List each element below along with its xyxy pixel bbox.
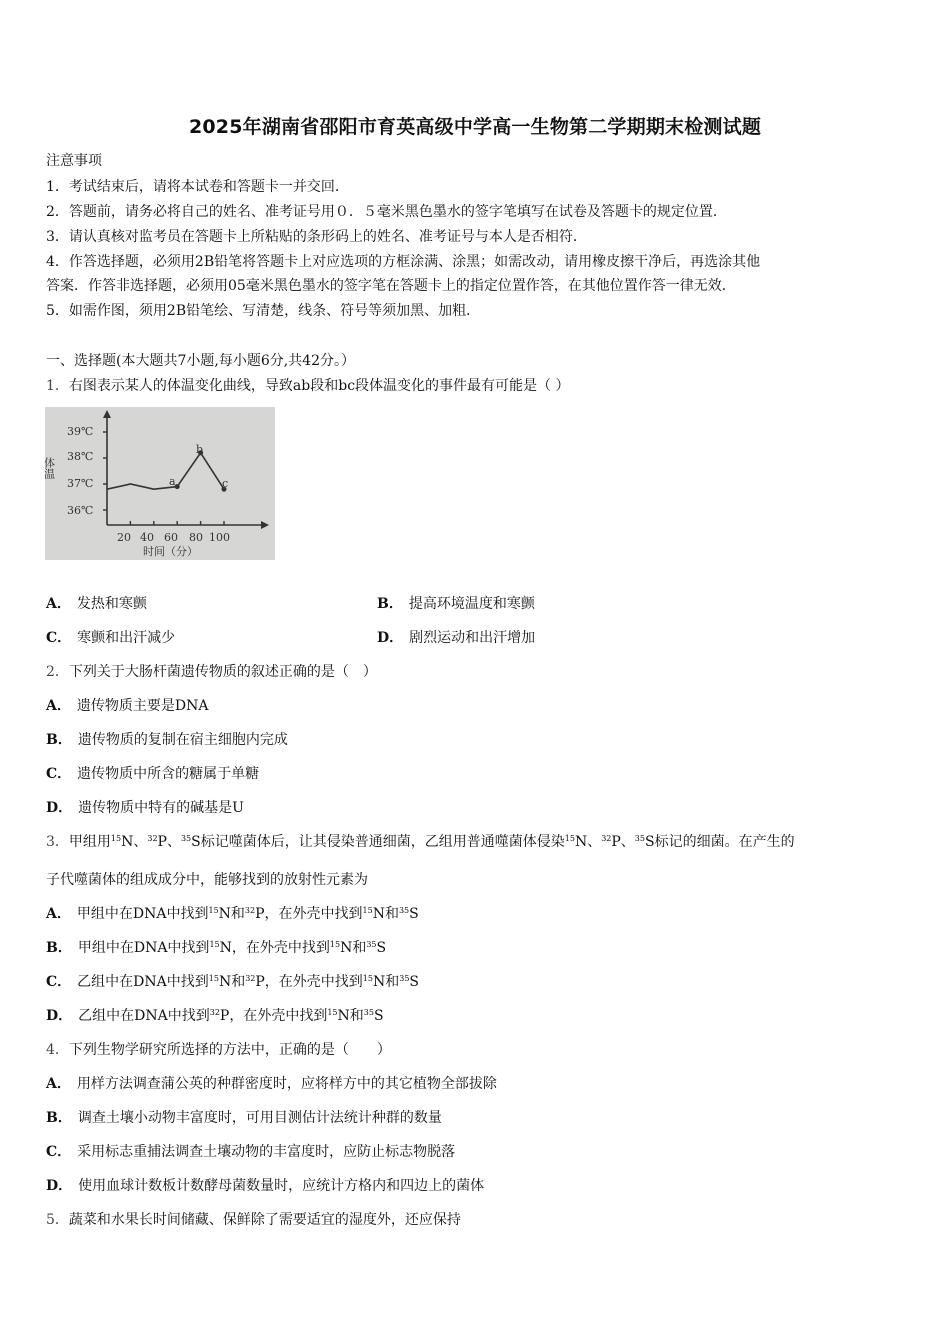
option-key: A．	[46, 596, 71, 612]
question-1	[46, 376, 569, 396]
option-text: 用样方法调查蒲公英的种群密度时，应将样方中的其它植物全部拔除	[76, 1076, 497, 1092]
x-tick-label: 60	[164, 531, 178, 544]
q3-option-b	[46, 938, 386, 958]
option-text: 遗传物质中特有的碱基是U	[78, 800, 244, 816]
text-segment: S标记的细菌。在产生的	[644, 834, 795, 850]
option-key: A．	[46, 1076, 71, 1092]
isotope-mass: 15	[208, 906, 219, 915]
isotope-mass: 32	[147, 834, 158, 843]
option-key: D．	[377, 630, 404, 646]
q1-option-a	[46, 594, 147, 614]
option-text: 寒颤和出汗减少	[77, 630, 176, 646]
question-2	[46, 662, 377, 682]
isotope-mass: 15	[329, 940, 341, 949]
option-text: 调查土壤小动物丰富度时，可用目测估计法统计种群的数量	[77, 1110, 442, 1126]
text-segment: S	[376, 940, 387, 956]
option-text: 遗传物质中所含的糖属于单糖	[77, 766, 260, 782]
text-segment: 甲组中在DNA中找到	[77, 940, 210, 956]
q4-option-c	[46, 1142, 455, 1162]
question-3-line-2: 子代噬菌体的组成成分中，能够找到的放射性元素为	[46, 872, 368, 888]
isotope-mass: 32	[209, 1008, 220, 1017]
option-key: C．	[46, 1144, 72, 1160]
text-segment: P、	[157, 834, 181, 850]
notice-item: 3．请认真核对监考员在答题卡上所粘贴的条形码上的姓名、准考证号与本人是否相符．	[46, 229, 587, 245]
q3-option-d	[46, 1006, 384, 1026]
text-segment: N和	[218, 974, 246, 990]
text-segment: P，在外壳中找到	[219, 1008, 328, 1024]
notice-item: 4．作答选择题，必须用2B铅笔将答题卡上对应选项的方框涂满、涂黑；如需改动，请用橡皮擦干净后，再选涂其他	[46, 254, 761, 270]
question-4	[46, 1040, 391, 1060]
option-text: 遗传物质的复制在宿主细胞内完成	[77, 732, 288, 748]
text-segment: N和	[372, 974, 400, 990]
temperature-chart	[42, 407, 275, 560]
isotope-mass: 15	[564, 834, 575, 843]
q2-option-a	[46, 696, 208, 716]
question-number: 5．	[46, 1212, 69, 1228]
q3-option-a	[46, 904, 419, 924]
q2-option-c	[46, 764, 259, 784]
y-axis-arrow-icon	[103, 410, 111, 418]
text-segment: N，在外壳中找到	[219, 940, 330, 956]
notice-item: 5．如需作图，须用2B铅笔绘、写清楚，线条、符号等须加黑、加粗．	[46, 303, 481, 319]
notice-heading: 注意事项	[46, 153, 102, 169]
point-label-b: b	[196, 443, 204, 456]
option-key: B．	[46, 1110, 72, 1126]
notice-item: 1．考试结束后，请将本试卷和答题卡一并交回．	[46, 179, 349, 195]
question-text: 蔬菜和水果长时间储藏、保鲜除了需要适宜的湿度外，还应保持	[68, 1212, 461, 1228]
temperature-curve	[107, 453, 224, 489]
q4-option-a	[46, 1074, 497, 1094]
question-number: 2．	[46, 664, 69, 680]
text-segment: S标记噬菌体后，让其侵染普通细菌，乙组用普通噬菌体侵染	[191, 834, 565, 850]
text-segment: N和	[218, 906, 245, 922]
option-text: 剧烈运动和出汗增加	[409, 630, 536, 646]
y-tick-label: 37℃	[67, 477, 94, 490]
text-segment: P，在外壳中找到	[255, 906, 363, 922]
text-segment: P，在外壳中找到	[255, 974, 363, 990]
q3-text	[69, 834, 795, 850]
text-segment: 甲组中在DNA中找到	[76, 906, 209, 922]
option-text: 使用血球计数板计数酵母菌数量时，应统计方格内和四边上的菌体	[78, 1178, 485, 1194]
q4-option-d	[46, 1176, 484, 1196]
text-segment: S	[409, 906, 419, 922]
point-label-c: c	[222, 477, 229, 490]
option-key: C．	[46, 974, 72, 990]
isotope-mass: 15	[208, 974, 219, 983]
notice-item: 2．答题前，请务必将自己的姓名、准考证号用０．５毫米黑色墨水的签字笔填写在试卷及答题卡的规定位置．	[46, 204, 727, 220]
text-segment: S	[373, 1008, 384, 1024]
option-key: B．	[46, 732, 72, 748]
q1-option-b	[377, 594, 535, 614]
option-key: B．	[377, 596, 403, 612]
isotope-mass: 35	[634, 834, 645, 843]
y-tick-label: 36℃	[67, 504, 94, 517]
option-key: D．	[46, 1008, 73, 1024]
isotope-mass: 35	[399, 974, 410, 983]
isotope-mass: 15	[327, 1008, 338, 1017]
isotope-mass: 15	[362, 906, 373, 915]
q3-option-c	[46, 972, 419, 992]
q1-option-d	[377, 628, 535, 648]
option-key: D．	[46, 1178, 73, 1194]
isotope-mass: 15	[362, 974, 373, 983]
notice-item: 答案．作答非选择题，必须用05毫米黑色墨水的签字笔在答题卡上的指定位置作答，在其他位置作答一律无效．	[46, 278, 736, 294]
q1-option-c	[46, 628, 175, 648]
option-key: C．	[46, 630, 72, 646]
section-heading: 一、选择题(本大题共7小题,每小题6分,共42分。）	[46, 353, 355, 369]
question-text: 下列关于大肠杆菌遗传物质的叙述正确的是（ ）	[68, 664, 377, 680]
axis-ticks	[103, 432, 224, 525]
isotope-mass: 35	[180, 834, 192, 843]
text-segment: 乙组中在DNA中找到	[78, 1008, 210, 1024]
isotope-mass: 32	[601, 834, 612, 843]
isotope-mass: 32	[245, 974, 256, 983]
question-number: 4．	[46, 1042, 69, 1058]
option-key: D．	[46, 800, 73, 816]
y-tick-label: 38℃	[67, 450, 94, 463]
isotope-mass: 15	[110, 834, 122, 843]
option-key: B．	[46, 940, 72, 956]
isotope-mass: 35	[366, 940, 377, 949]
isotope-mass: 35	[398, 906, 410, 915]
y-tick-label: 39℃	[67, 425, 94, 438]
option-key: C．	[46, 766, 72, 782]
x-tick-label: 80	[189, 531, 203, 544]
text-segment: 乙组中在DNA中找到	[77, 974, 209, 990]
question-3	[46, 832, 795, 852]
text-segment: N、	[574, 834, 602, 850]
x-tick-label: 20	[117, 531, 131, 544]
question-text: 右图表示某人的体温变化曲线，导致ab段和bc段体温变化的事件最有可能是（ ）	[68, 378, 570, 394]
text-segment: P、	[611, 834, 635, 850]
q2-option-b	[46, 730, 288, 750]
isotope-mass: 15	[209, 940, 220, 949]
x-axis-label: 时间（分）	[143, 545, 198, 558]
y-axis-label: 体温	[42, 457, 56, 479]
text-segment: 甲组用	[68, 834, 111, 850]
x-axis-arrow-icon	[261, 521, 269, 529]
text-segment: S	[409, 974, 420, 990]
x-tick-labels	[117, 531, 230, 544]
page-title: 2025年湖南省邵阳市育英高级中学高一生物第二学期期末检测试题	[188, 116, 762, 138]
option-text: 发热和寒颤	[76, 596, 147, 612]
text-segment: N和	[340, 940, 367, 956]
y-tick-labels	[67, 425, 93, 517]
curve-points	[175, 450, 227, 491]
option-text: 遗传物质主要是DNA	[76, 698, 209, 714]
body-temperature-figure	[42, 407, 275, 560]
point-label-a: a	[169, 475, 176, 488]
text-segment: N、	[121, 834, 148, 850]
option-text: 采用标志重捕法调查土壤动物的丰富度时，应防止标志物脱落	[77, 1144, 456, 1160]
text-segment: N和	[337, 1008, 364, 1024]
x-tick-label: 100	[209, 531, 230, 544]
question-number: 3．	[46, 834, 69, 850]
question-number: 1．	[46, 378, 69, 394]
isotope-mass: 32	[244, 906, 256, 915]
isotope-mass: 35	[363, 1008, 374, 1017]
x-tick-label: 40	[140, 531, 154, 544]
option-text: 提高环境温度和寒颤	[408, 596, 535, 612]
option-key: A．	[46, 906, 71, 922]
q2-option-d	[46, 798, 244, 818]
option-key: A．	[46, 698, 71, 714]
text-segment: N和	[372, 906, 399, 922]
question-5	[46, 1210, 461, 1230]
question-text: 下列生物学研究所选择的方法中，正确的是（ ）	[68, 1042, 391, 1058]
q4-option-b	[46, 1108, 442, 1128]
